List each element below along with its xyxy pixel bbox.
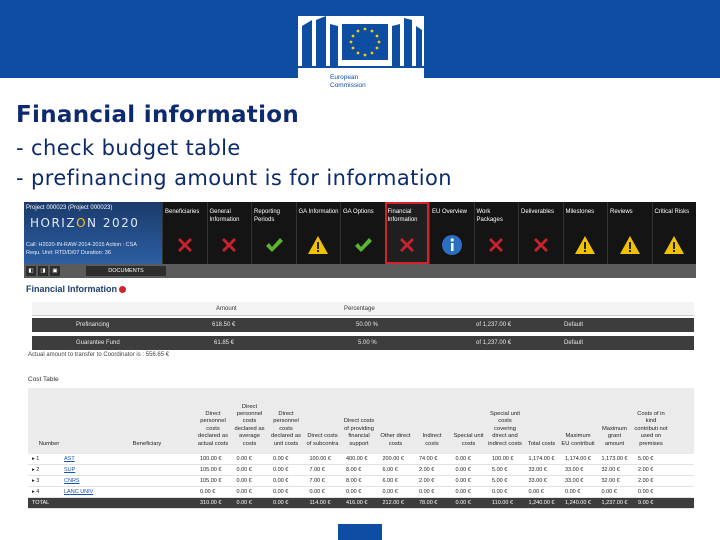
cost-cell: 1,173.00 € [601, 456, 628, 462]
step-ga-information[interactable] [296, 202, 341, 264]
error-icon [396, 234, 418, 256]
beneficiary-link[interactable]: LANC UNIV [64, 489, 94, 495]
summary-header [32, 302, 694, 316]
step-label: Deliverables [521, 209, 555, 215]
row-label: Prefinancing [76, 322, 110, 328]
cost-cell: 7.00 € [309, 478, 325, 484]
step-deliverables[interactable] [518, 202, 563, 264]
step-label: EU Overview [432, 209, 468, 215]
cost-cell: 5.00 € [638, 456, 654, 462]
cost-cell: 32.00 € [601, 478, 620, 484]
cost-cell: 100.00 € [200, 456, 222, 462]
step-work-packages[interactable] [474, 202, 519, 264]
step-label: Critical Risks [654, 209, 690, 215]
cost-cell: 2.00 € [638, 478, 654, 484]
error-icon [119, 286, 126, 293]
toolbar-button[interactable]: ◧ [26, 266, 36, 276]
logo-text: European Commission [330, 74, 366, 89]
step-ga-options[interactable] [340, 202, 385, 264]
cost-cell: 114.00 € [309, 500, 331, 506]
step-label: Reviews [610, 209, 633, 215]
cost-cell: 1,174.00 € [528, 456, 555, 462]
step-label: Reporting Periods [254, 209, 281, 223]
cost-cell: 32.00 € [601, 467, 620, 473]
unit-line: Requ. Unit: RTD/D/07 Duration: 36 [26, 250, 111, 256]
warning-icon [663, 234, 685, 256]
step-label: Milestones [565, 209, 595, 215]
cost-cell: 110.00 € [492, 500, 514, 506]
step-general-information[interactable] [207, 202, 252, 264]
cost-cell: 0.00 € [455, 489, 471, 495]
row-label: Guarantee Fund [76, 340, 120, 346]
step-label: Beneficiaries [165, 209, 200, 215]
cost-cell: 105.00 € [200, 467, 222, 473]
row-percentage: 5.00 % [358, 340, 377, 346]
warning-icon [307, 234, 329, 256]
beneficiary-link[interactable]: SUP [64, 467, 76, 473]
documents-button[interactable]: DOCUMENTS [86, 266, 166, 276]
cost-cell: 1,237.00 € [601, 500, 628, 506]
cost-cell: 0.00 € [455, 478, 471, 484]
step-label: General Information [209, 209, 240, 223]
row-expand-toggle[interactable]: ▸ 4 [32, 489, 40, 495]
cost-cell: 0.00 € [236, 478, 252, 484]
row-amount: 618.50 € [212, 322, 236, 328]
error-icon [174, 234, 196, 256]
cost-cell: 0.00 € [492, 489, 508, 495]
cost-cell: 0.00 € [236, 500, 252, 506]
table-row [28, 487, 694, 498]
footer-accent [338, 524, 382, 540]
cost-column-header: Special unit costs covering direct and indirect costs [488, 410, 522, 447]
cost-cell: 0.00 € [236, 489, 252, 495]
cost-cell: 0.00 € [273, 500, 289, 506]
percentage-header: Percentage [344, 306, 375, 312]
cost-column-header: Direct costs of providing financial support [343, 418, 375, 447]
row-of: of 1,237.00 € [476, 322, 512, 328]
horizon-2020-logo: HORIZON 2020 [30, 216, 140, 230]
cost-column-header: Direct personnel costs declared as actual costs [197, 410, 229, 447]
step-label: Work Packages [476, 209, 503, 223]
cost-table-header [28, 388, 694, 454]
cost-cell: 5.00 € [492, 478, 508, 484]
cost-cell: 0.00 € [273, 489, 289, 495]
row-amount: 61.85 € [214, 340, 235, 346]
cost-cell: 0.00 € [419, 489, 435, 495]
step-label: GA Options [343, 209, 374, 215]
cost-cell: 212.00 € [382, 500, 404, 506]
cost-column-header: Number [38, 440, 60, 447]
error-icon [218, 234, 240, 256]
call-line: Call: H2020-IN-RAW-2014-2015 Action : CSA [26, 242, 137, 248]
cost-cell: 0.00 € [382, 489, 398, 495]
cost-cell: 33.00 € [528, 478, 547, 484]
cost-column-header: Other direct costs [380, 433, 411, 447]
step-critical-risks[interactable] [652, 202, 697, 264]
cost-cell: 310.00 € [200, 500, 222, 506]
cost-table-title: Cost Table [28, 376, 59, 383]
cost-cell: 0.00 € [236, 456, 252, 462]
cost-cell: 105.00 € [200, 478, 222, 484]
cost-cell: 7.00 € [309, 467, 325, 473]
row-of: of 1,237.00 € [476, 340, 512, 346]
row-expand-toggle[interactable]: ▸ 3 [32, 478, 40, 484]
row-percentage: 50.00 % [356, 322, 379, 328]
row-expand-toggle[interactable]: ▸ 1 [32, 456, 40, 462]
row-expand-toggle[interactable]: ▸ 2 [32, 467, 40, 473]
cost-column-header: Beneficiary [132, 440, 162, 447]
cost-column-header: Direct personnel costs declared as average costs [234, 403, 265, 447]
cost-cell: 100.00 € [492, 456, 514, 462]
cost-cell: 0.00 € [565, 489, 581, 495]
cost-cell: 0.00 € [638, 489, 654, 495]
project-title: Project 000023 (Project 000023) [26, 205, 113, 211]
step-eu-overview[interactable] [429, 202, 474, 264]
cost-column-header: Total costs [527, 440, 556, 447]
guarantee-fund-row [32, 336, 694, 350]
step-reviews[interactable] [607, 202, 652, 264]
amount-header: Amount [216, 306, 237, 312]
cost-cell: 1,240.00 € [565, 500, 591, 506]
step-label: Financial Information [387, 209, 418, 223]
row-default: Default [564, 340, 584, 346]
cost-cell: 0.00 € [236, 467, 252, 473]
actual-amount-text: Actual amount to transfer to Coordinator is : 556.65 € [28, 352, 170, 358]
cost-cell: 0.00 € [346, 489, 362, 495]
cost-cell: 0.00 € [528, 489, 544, 495]
error-icon [485, 234, 507, 256]
cost-column-header: Direct personnel costs declared as unit costs [271, 410, 301, 447]
cost-cell: 8.00 € [346, 478, 362, 484]
cost-cell: 6.00 € [382, 467, 398, 473]
cost-cell: 5.00 € [492, 467, 508, 473]
total-label: TOTAL [32, 500, 50, 506]
step-reporting-periods[interactable] [251, 202, 296, 264]
project-box [24, 202, 162, 264]
cost-cell: 33.00 € [565, 478, 584, 484]
financial-title-text: Financial Information [26, 284, 118, 294]
check-icon [352, 234, 374, 256]
bullet-prefinancing: - prefinancing amount is for information [16, 166, 452, 190]
cost-cell: 78.00 € [419, 500, 438, 506]
cost-cell: 0.00 € [455, 467, 471, 473]
table-row [28, 465, 694, 476]
cost-column-header: Maximum grant amount [601, 425, 628, 447]
step-beneficiaries[interactable] [162, 202, 207, 264]
cost-cell: 416.00 € [346, 500, 368, 506]
warning-icon [574, 234, 596, 256]
cost-cell: 0.00 € [455, 456, 471, 462]
financial-information-title [26, 284, 126, 294]
cost-cell: 0.00 € [273, 467, 289, 473]
cost-column-header: Costs of in kind contributi not used on premises [634, 410, 668, 447]
workflow-bar [24, 202, 696, 264]
cost-cell: 200.00 € [382, 456, 404, 462]
cost-column-header: Direct costs of subcontra [306, 433, 339, 447]
prefinancing-row [32, 318, 694, 332]
step-milestones[interactable] [563, 202, 608, 264]
cost-column-header: Maximum EU contributi [561, 433, 595, 447]
step-label: GA Information [298, 209, 339, 215]
toolbar-button[interactable]: ▣ [50, 266, 60, 276]
cost-cell: 0.00 € [455, 500, 471, 506]
beneficiary-link[interactable]: AST [64, 456, 75, 462]
cost-cell: 9.00 € [638, 500, 654, 506]
cost-cell: 2.00 € [638, 467, 654, 473]
toolbar [24, 264, 696, 278]
cost-cell: 0.00 € [273, 478, 289, 484]
cost-cell: 74.00 € [419, 456, 438, 462]
warning-icon [619, 234, 641, 256]
error-icon [530, 234, 552, 256]
cost-cell: 33.00 € [528, 467, 547, 473]
cost-cell: 400.00 € [346, 456, 368, 462]
info-icon [441, 234, 463, 256]
cost-cell: 33.00 € [565, 467, 584, 473]
cost-column-header: Indirect costs [422, 433, 442, 447]
cost-cell: 2.00 € [419, 478, 435, 484]
table-row [28, 476, 694, 487]
cost-cell: 0.00 € [273, 456, 289, 462]
step-financial-information[interactable] [385, 202, 430, 264]
cost-cell: 8.00 € [346, 467, 362, 473]
row-default: Default [564, 322, 584, 328]
cost-cell: 1,174.00 € [565, 456, 591, 462]
check-icon [263, 234, 285, 256]
cost-cell: 0.00 € [601, 489, 617, 495]
cost-cell: 0.00 € [200, 489, 216, 495]
sygma-screenshot [24, 202, 696, 512]
slide-title: Financial information [16, 102, 300, 128]
toolbar-button[interactable]: ◨ [38, 266, 48, 276]
cost-cell: 1,240.00 € [528, 500, 555, 506]
cost-cell: 6.00 € [382, 478, 398, 484]
total-row [28, 498, 694, 509]
table-row [28, 454, 694, 465]
cost-cell: 2.00 € [419, 467, 435, 473]
cost-cell: 0.00 € [309, 489, 325, 495]
cost-cell: 100.00 € [309, 456, 331, 462]
bullet-check-budget: - check budget table [16, 136, 241, 160]
cost-column-header: Special unit costs [453, 433, 484, 447]
beneficiary-link[interactable]: CNRS [64, 478, 80, 484]
